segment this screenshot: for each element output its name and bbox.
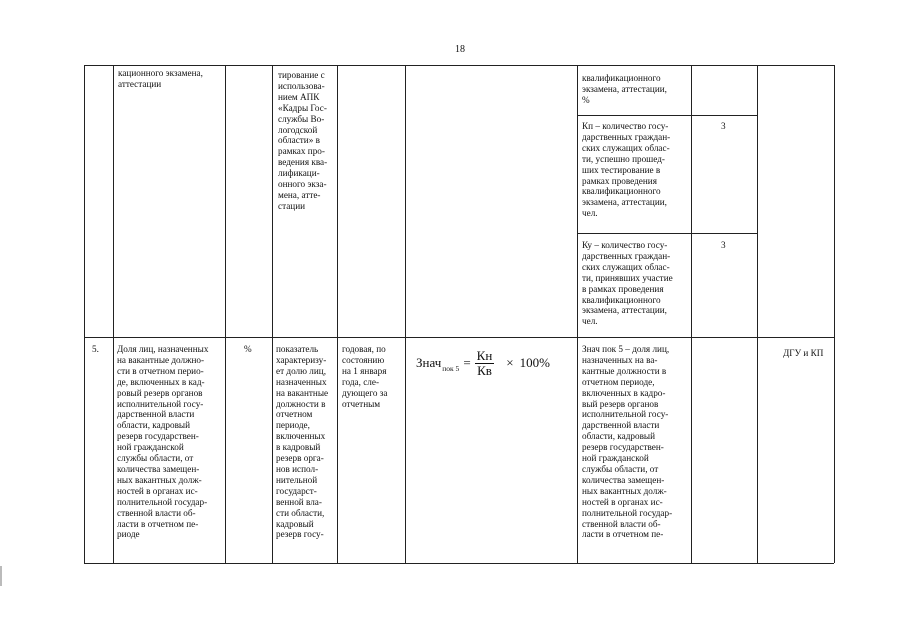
table-bottom-border — [84, 563, 834, 564]
row5-formula — [416, 346, 576, 380]
col-border-5 — [405, 65, 406, 563]
formula-times: × — [506, 355, 514, 370]
continued-sub3-text: Ку – количество госу- дарственных граждан- ских служащих облас- ти, принявших участие в рамках проведения квалификационного экзамена, аттестации, чел. — [582, 240, 673, 327]
formula-fraction — [475, 349, 495, 378]
continued-sub2-value: 3 — [721, 121, 726, 131]
col-border-8 — [757, 65, 758, 563]
formula-equals: = — [463, 355, 471, 370]
row5-indicator: Доля лиц, назначенных на вакантные должно- сти в отчетном перио- де, включенных в кад- ровый резерв органов исполнительной госу- дарственной власти области, кадровый резерв государствен- ной гражданской службы области, от количества замещен- ных вакантных долж- ностей в органах ис- полнительной государ- ственной власти об- ласти в отчетном пе- риоде — [117, 344, 209, 540]
row5-variables: Знач пок 5 – доля лиц, назначенных на ва- кантные должности в отчетном периоде, включенных в кадро- вый резерв органов исполнительной госу- дарственной власти области, кадровый резерв государствен- ной гражданской службы области, от количества замещен- ных вакантных долж- ностей в органах ис- полнительной государ- ственной власти об- ласти в отчетном пе- — [582, 344, 673, 540]
formula-numerator: Кн — [476, 347, 493, 363]
row5-number: 5. — [92, 344, 99, 354]
sub-row-divider-1 — [577, 115, 757, 116]
formula-percent: 100% — [519, 355, 550, 370]
formula-lhs: Знач — [416, 355, 442, 370]
scan-mark — [0, 566, 2, 586]
col-border-0 — [84, 65, 85, 563]
page-number: 18 — [455, 44, 465, 55]
col-border-9 — [834, 65, 835, 563]
formula-denominator: Кв — [477, 362, 492, 378]
continued-indicator-text: кационного экзамена, аттестации — [118, 68, 203, 89]
col-border-6 — [577, 65, 578, 563]
row5-responsible: ДГУ и КП — [783, 348, 824, 358]
continued-sub2-text: Кп – количество госу- дарственных граждан- ских служащих облас- ти, успешно прошед- ших тестирование в рамках проведения квалификационного экзамена, аттестации, чел. — [582, 121, 671, 219]
col-border-1 — [113, 65, 114, 563]
formula-lhs-subscript: пок 5 — [442, 363, 460, 373]
col-border-2 — [225, 65, 226, 563]
continued-sub3-value: 3 — [721, 240, 726, 250]
sub-row-divider-2 — [577, 233, 757, 234]
col-border-3 — [272, 65, 273, 563]
col-border-4 — [337, 65, 338, 563]
row5-definition: показатель характеризу- ет долю лиц, назначенных на вакантные должности в отчетном периоде, включенных в кадровый резерв орга- нов испол- нительной государст- венной вла- сти области, кадровый резерв госу- — [276, 344, 329, 540]
continued-sub1-text: квалификационного экзамена, аттестации, % — [582, 73, 667, 105]
col-border-7 — [691, 65, 692, 563]
row-divider-5 — [84, 337, 834, 338]
row5-unit: % — [244, 344, 252, 354]
table-top-border — [84, 65, 834, 66]
continued-method-text: тирование с использова- нием АПК «Кадры Гос- службы Во- логодской области» в рамках про- ведения ква- лификаци- онного экза- мена, атте- стации — [278, 70, 328, 211]
row5-periodicity: годовая, по состоянию на 1 января года, сле- дующего за отчетным — [342, 344, 388, 409]
